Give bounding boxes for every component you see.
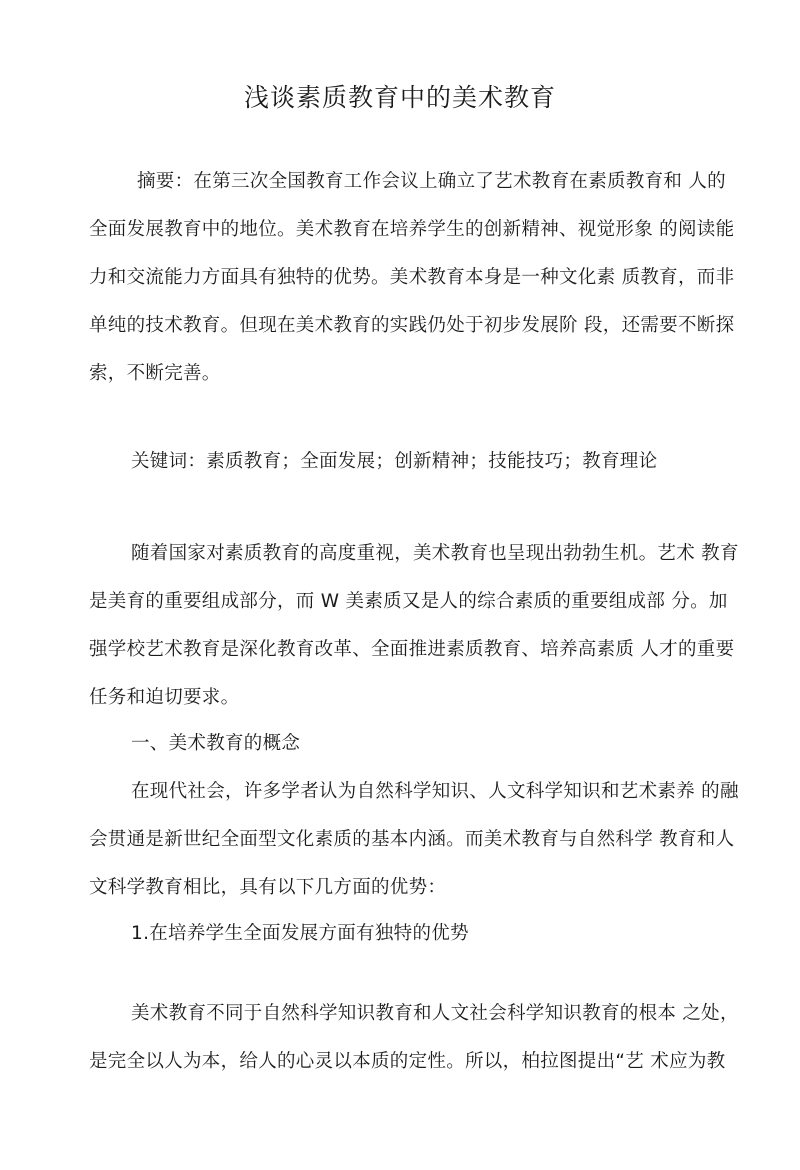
abstract-paragraph [89,158,735,398]
section-heading-line: 一、美术教育的概念 [131,733,301,754]
intro-line: 任务和迫切要求。 [89,687,240,708]
section1-paragraph [89,768,739,912]
document-title: 浅谈素质教育中的美术教育 [243,83,556,112]
keywords-paragraph [89,438,717,486]
keywords-line: 关键词：素质教育；全面发展；创新精神；技能技巧；教育理论 [131,451,658,472]
intro-line: 是美育的重要组成部分，而 W 美素质又是人的综合素质的重要组成部 分。加 [89,591,728,612]
abstract-line: 摘要：在第三次全国教育工作会议上确立了艺术教育在素质教育和 人的 [137,171,726,192]
section1-heading [89,720,717,768]
section1-line: 在现代社会，许多学者认为自然科学知识、人文科学知识和艺术素养 的融 [131,781,739,802]
subsection-heading-line: 1.在培养学生全面发展方面有独特的优势 [131,923,469,944]
intro-paragraph [89,530,739,722]
abstract-line: 力和交流能力方面具有独特的优势。美术教育本身是一种文化素 质教育，而非 [89,267,735,288]
subsection1-paragraph [89,990,739,1086]
intro-line: 随着国家对素质教育的高度重视，美术教育也呈现出勃勃生机。艺术 教育 [131,543,739,564]
abstract-line: 全面发展教育中的地位。美术教育在培养学生的创新精神、视觉形象 的阅读能 [89,219,735,240]
abstract-line: 索，不断完善。 [89,363,221,384]
section1-line: 会贯通是新世纪全面型文化素质的基本内涵。而美术教育与自然科学 教育和人 [89,829,735,850]
intro-line: 强学校艺术教育是深化教育改革、全面推进素质教育、培养高素质 人才的重要 [89,639,735,660]
subsection1-line: 美术教育不同于自然科学知识教育和人文社会科学知识教育的根本 之处， [131,1003,739,1024]
abstract-line: 单纯的技术教育。但现在美术教育的实践仍处于初步发展阶 段，还需要不断探 [89,315,735,336]
section1-line: 文科学教育相比，具有以下几方面的优势： [89,877,447,898]
subsection1-heading [89,910,717,958]
subsection1-line: 是完全以人为本，给人的心灵以本质的定性。所以，柏拉图提出“艺 术应为教 [89,1051,726,1072]
